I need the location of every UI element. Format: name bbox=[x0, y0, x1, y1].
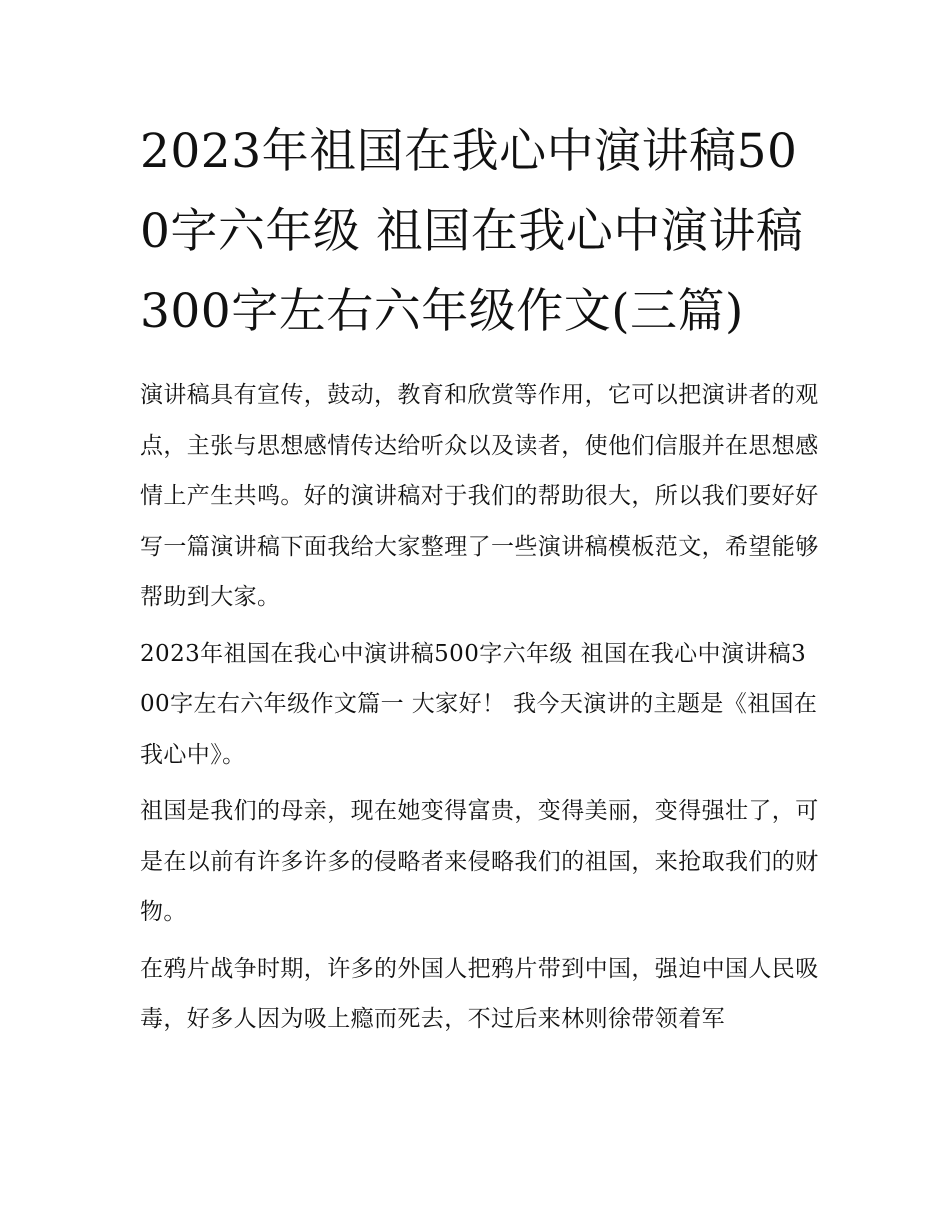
paragraph-speech-heading: 2023年祖国在我心中演讲稿500字六年级 祖国在我心中演讲稿300字左右六年级作文篇一 大家好！ 我今天演讲的主题是《祖国在我心中》。 bbox=[140, 640, 818, 768]
document-page bbox=[140, 112, 820, 1045]
paragraph-opium-war: 在鸦片战争时期，许多的外国人把鸦片带到中国，强迫中国人民吸毒，好多人因为吸上瘾而死去，不过后来林则徐带领着军 bbox=[140, 955, 819, 1032]
document-title: 2023年祖国在我心中演讲稿500字六年级 祖国在我心中演讲稿300字左右六年级作文(三篇) bbox=[140, 124, 804, 339]
paragraph-intro: 演讲稿具有宣传，鼓动，教育和欣赏等作用，它可以把演讲者的观点，主张与思想感情传达给听众以及读者，使他们信服并在思想感情上产生共鸣。好的演讲稿对于我们的帮助很大，所以我们要好好写一篇演讲稿下面我给大家整理了一些演讲稿模板范文，希望能够帮助到大家。 bbox=[140, 382, 819, 610]
paragraph-motherland: 祖国是我们的母亲，现在她变得富贵，变得美丽，变得强壮了，可是在以前有许多许多的侵略者来侵略我们的祖国，来抢取我们的财物。 bbox=[140, 798, 819, 925]
